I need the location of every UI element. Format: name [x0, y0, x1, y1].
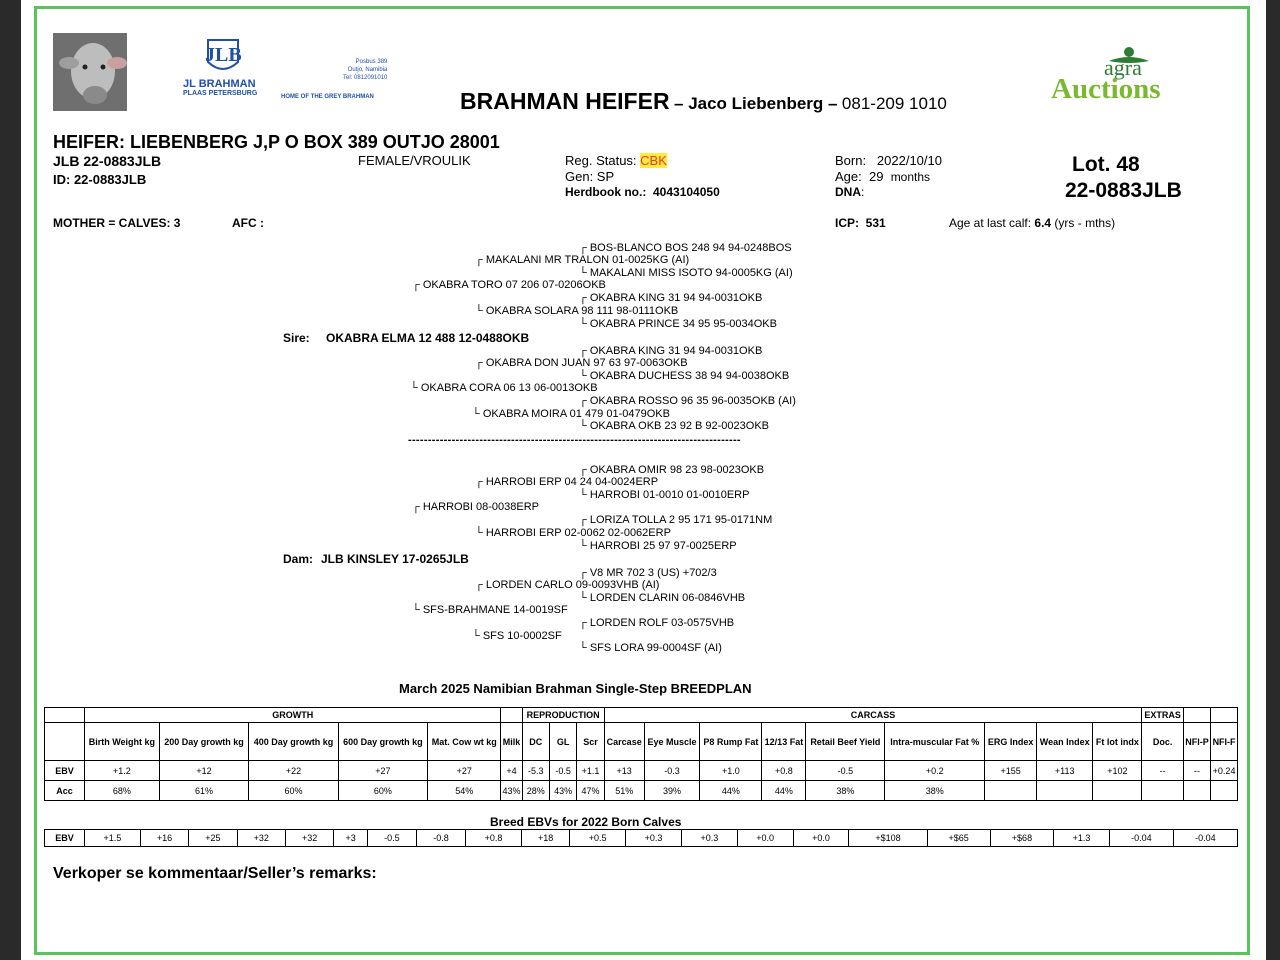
acc-cell: 60%: [249, 781, 338, 801]
acc-cell: 43%: [501, 781, 522, 801]
breed-ebv-cell: +18: [521, 830, 569, 847]
breed-ebv-cell: -0.8: [416, 830, 465, 847]
dam-label: Dam:: [283, 552, 314, 566]
acc-cell: 54%: [428, 781, 501, 801]
pedigree-line: └ OKABRA PRINCE 34 95 95-0034OKB: [579, 318, 777, 330]
logo-plaas: PLAAS PETERSBURG: [183, 90, 258, 97]
acc-cell: 68%: [85, 781, 160, 801]
pedigree-line: └ OKABRA DUCHESS 38 94 94-0038OKB: [579, 370, 790, 382]
seller-remarks: Verkoper se kommentaar/Seller’s remarks:: [53, 865, 377, 882]
ebv-cell: +0.24: [1211, 761, 1238, 781]
column-header: 400 Day growth kg: [249, 723, 338, 761]
acc-row: [45, 781, 1238, 801]
acc-cell: [1036, 781, 1092, 801]
pedigree-line: ┌ OKABRA DON JUAN 97 63 97-0063OKB: [475, 357, 688, 369]
breed-ebv-cell: +0.0: [737, 830, 793, 847]
ebv-cell: +4: [501, 761, 522, 781]
pedigree-line: └ SFS-BRAHMANE 14-0019SF: [412, 604, 568, 616]
column-header: Ft lot indx: [1093, 723, 1142, 761]
lot-id: 22-0883JLB: [1065, 179, 1182, 202]
ebv-cell: +1.0: [700, 761, 762, 781]
ebv-cell: +13: [604, 761, 644, 781]
age: Age: 29 months: [835, 169, 931, 184]
pedigree-line: └ SFS 10-0002SF: [472, 630, 562, 642]
acc-cell: 61%: [159, 781, 248, 801]
ebv-cell: +12: [159, 761, 248, 781]
pedigree-line: ┌ BOS-BLANCO BOS 248 94 94-0248BOS: [579, 242, 792, 254]
breed-ebv-cell: +$65: [927, 830, 990, 847]
ebv-cell: +155: [985, 761, 1037, 781]
group-carcass: CARCASS: [604, 708, 1142, 723]
ebv-cell: +0.8: [762, 761, 806, 781]
breed-ebv-cell: +32: [286, 830, 334, 847]
breed-ebv-cell: -0.04: [1109, 830, 1173, 847]
column-header: 12/13 Fat: [762, 723, 806, 761]
pedigree-line: └ LORDEN CLARIN 06-0846VHB: [579, 592, 746, 604]
header-row: [45, 723, 1238, 761]
pedigree-line: ┌ HARROBI ERP 04 24 04-0024ERP: [475, 476, 659, 488]
column-header: GL: [549, 723, 576, 761]
breed-ebv-cell: +25: [189, 830, 237, 847]
cow-photo-icon: [53, 33, 127, 111]
acc-cell: 43%: [549, 781, 576, 801]
animal-sex: FEMALE/VROULIK: [358, 153, 471, 168]
column-header: NFI-F: [1211, 723, 1238, 761]
acc-cell: [1211, 781, 1238, 801]
born: Born: 2022/10/10: [835, 153, 942, 168]
acc-cell: [1142, 781, 1184, 801]
ebv-cell: +27: [338, 761, 427, 781]
ebv-cell: +1.1: [577, 761, 604, 781]
breed-ebv-cell: +0.8: [466, 830, 522, 847]
acc-cell: 51%: [604, 781, 644, 801]
ebv-cell: +0.2: [885, 761, 985, 781]
breed-ebv-cell: +$68: [990, 830, 1053, 847]
breed-ebv-cell: +0.3: [626, 830, 682, 847]
jlb-brahman-logo: [183, 38, 258, 97]
column-header: P8 Rump Fat: [700, 723, 762, 761]
acc-cell: 28%: [522, 781, 549, 801]
pedigree-line: ┌ OKABRA TORO 07 206 07-0206OKB: [412, 279, 606, 291]
acc-cell: 38%: [885, 781, 985, 801]
breed-avg-title: Breed EBVs for 2022 Born Calves: [490, 815, 682, 829]
acc-cell: 38%: [806, 781, 885, 801]
column-header: Intra-muscular Fat %: [885, 723, 985, 761]
ebv-row: [45, 761, 1238, 781]
row-label: EBV: [45, 761, 85, 781]
pedigree-line: ┌ OKABRA KING 31 94 94-0031OKB: [579, 345, 763, 357]
pedigree-line: ┌ LORDEN ROLF 03-0575VHB: [579, 617, 735, 629]
breed-ebv-cell: +0.3: [681, 830, 737, 847]
lot-number: Lot. 48: [1072, 153, 1140, 176]
column-header: Eye Muscle: [644, 723, 700, 761]
page-title: BRAHMAN HEIFER – Jaco Liebenberg – 081-209 1010: [460, 88, 947, 114]
logo-jl-brahman: JL BRAHMAN: [183, 78, 256, 90]
pedigree-line: └ SFS LORA 99-0004SF (AI): [579, 642, 722, 654]
ebv-cell: --: [1183, 761, 1210, 781]
acc-cell: 47%: [577, 781, 604, 801]
ebv-cell: +27: [428, 761, 501, 781]
group-growth: GROWTH: [85, 708, 501, 723]
afc: AFC :: [232, 216, 264, 230]
breed-ebv-cell: +3: [334, 830, 367, 847]
acc-cell: [985, 781, 1037, 801]
dna: DNA:: [835, 185, 865, 199]
pedigree-line: ┌ V8 MR 702 3 (US) +702/3: [579, 567, 717, 579]
reg-status-badge: CBK: [640, 153, 667, 168]
breed-ebv-cell: +32: [237, 830, 285, 847]
logo-tagline: HOME OF THE GREY BRAHMAN: [281, 94, 374, 100]
pedigree-line: ┌ OKABRA ROSSO 96 35 96-0035OKB (AI): [579, 395, 796, 407]
ebv-cell: -0.5: [806, 761, 885, 781]
acc-cell: 44%: [762, 781, 806, 801]
pedigree-line: └ OKABRA OKB 23 92 B 92-0023OKB: [579, 420, 770, 432]
breedplan-title: March 2025 Namibian Brahman Single-Step BREEDPLAN: [399, 681, 752, 696]
breed-ebv-cell: +0.0: [793, 830, 849, 847]
breed-ebv-cell: +0.5: [570, 830, 626, 847]
ebv-cell: -0.3: [644, 761, 700, 781]
pedigree-line: └ MAKALANI MISS ISOTO 94-0005KG (AI): [579, 267, 793, 279]
acc-cell: 44%: [700, 781, 762, 801]
column-header: Birth Weight kg: [85, 723, 160, 761]
pedigree-separator: ------------------------------------------------------------------------------------: [408, 434, 741, 446]
column-header: 600 Day growth kg: [338, 723, 427, 761]
column-header: Wean Index: [1036, 723, 1092, 761]
pedigree-line: └ HARROBI ERP 02-0062 02-0062ERP: [475, 527, 671, 539]
reg-status: Reg. Status: CBK: [565, 153, 667, 168]
pedigree-line: ┌ OKABRA KING 31 94 94-0031OKB: [579, 292, 763, 304]
column-header: NFI-P: [1183, 723, 1210, 761]
column-header: ERG Index: [985, 723, 1037, 761]
pedigree-line: ┌ LORDEN CARLO 09-0093VHB (AI): [475, 579, 660, 591]
column-header: Doc.: [1142, 723, 1184, 761]
pedigree-line: └ HARROBI 25 97 97-0025ERP: [579, 540, 737, 552]
icp: ICP: 531: [835, 216, 886, 230]
breed-ebv-cell: -0.5: [367, 830, 416, 847]
acc-cell: 39%: [644, 781, 700, 801]
logo-jlb-text: JLB: [205, 44, 242, 66]
pedigree-line: ┌ HARROBI 08-0038ERP: [412, 501, 540, 513]
pedigree-line: └ OKABRA MOIRA 01 479 01-0479OKB: [472, 408, 670, 420]
row-label: EBV: [45, 830, 85, 847]
animal-code: JLB 22-0883JLB: [53, 153, 162, 169]
breed-ebv-cell: +$108: [849, 830, 927, 847]
logo-address: Posbus 389 Outjo, Namibia Tel: 0812091010: [343, 59, 388, 81]
ebv-cell: +102: [1093, 761, 1142, 781]
column-header: Retail Beef Yield: [806, 723, 885, 761]
column-header: Mat. Cow wt kg: [428, 723, 501, 761]
column-header: 200 Day growth kg: [159, 723, 248, 761]
animal-id: ID: 22-0883JLB: [53, 172, 147, 187]
ebv-cell: -5.3: [522, 761, 549, 781]
herdbook: Herdbook no.: 4043104050: [565, 185, 720, 199]
breed-avg-row: [45, 830, 1238, 847]
ebv-cell: +1.2: [85, 761, 160, 781]
breed-ebv-cell: +1.3: [1054, 830, 1110, 847]
acc-cell: 60%: [338, 781, 427, 801]
logo-auctions-text: Auctions: [1051, 73, 1161, 105]
age-last-calf: Age at last calf: 6.4 (yrs - mths): [949, 216, 1116, 230]
group-reproduction: REPRODUCTION: [522, 708, 604, 723]
pedigree-line: └ OKABRA CORA 06 13 06-0013OKB: [410, 382, 598, 394]
heifer-heading: HEIFER: LIEBENBERG J,P O BOX 389 OUTJO 28001: [53, 132, 500, 152]
pedigree-line: ┌ LORIZA TOLLA 2 95 171 95-0171NM: [579, 514, 773, 526]
pedigree-line: ┌ OKABRA OMIR 98 23 98-0023OKB: [579, 464, 765, 476]
ebv-cell: --: [1142, 761, 1184, 781]
ebv-cell: -0.5: [549, 761, 576, 781]
dam-name: JLB KINSLEY 17-0265JLB: [321, 552, 469, 566]
row-label: Acc: [45, 781, 85, 801]
column-header: Scr: [577, 723, 604, 761]
gen: Gen: SP: [565, 169, 615, 184]
ebv-cell: +113: [1036, 761, 1092, 781]
document-page: [21, 0, 1266, 960]
sire-label: Sire:: [283, 331, 310, 345]
mother-calves: MOTHER = CALVES: 3: [53, 216, 181, 230]
breedplan-table: [44, 707, 1238, 801]
breed-ebv-cell: +16: [140, 830, 188, 847]
acc-cell: [1093, 781, 1142, 801]
acc-cell: [1183, 781, 1210, 801]
breed-ebv-cell: -0.04: [1173, 830, 1237, 847]
column-header: Milk: [501, 723, 522, 761]
breed-avg-table: [44, 829, 1238, 847]
logo-agra-text: agra: [1104, 55, 1142, 80]
breed-ebv-cell: +1.5: [85, 830, 141, 847]
group-extras: EXTRAS: [1142, 708, 1184, 723]
pedigree-line: └ HARROBI 01-0010 01-0010ERP: [579, 489, 750, 501]
column-header: Carcase: [604, 723, 644, 761]
pedigree-line: └ OKABRA SOLARA 98 111 98-0111OKB: [475, 305, 679, 317]
column-header: DC: [522, 723, 549, 761]
sire-name: OKABRA ELMA 12 488 12-0488OKB: [326, 331, 530, 345]
pedigree-line: ┌ MAKALANI MR TRALON 01-0025KG (AI): [475, 254, 690, 266]
ebv-cell: +22: [249, 761, 338, 781]
